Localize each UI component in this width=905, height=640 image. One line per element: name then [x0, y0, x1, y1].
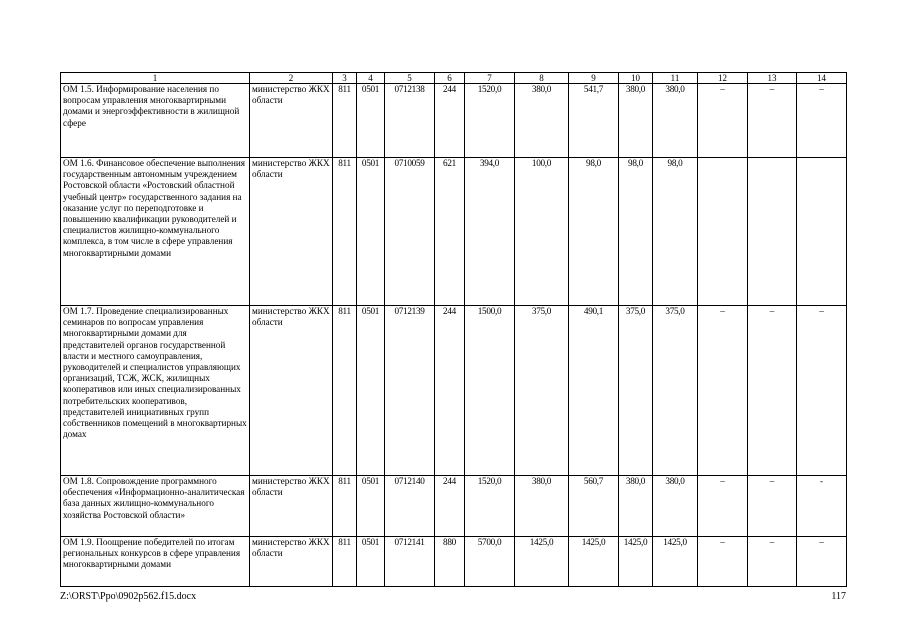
executor: министерство ЖКХ области — [250, 476, 333, 537]
table-row — [61, 537, 847, 587]
grbs-code: 811 — [333, 537, 357, 587]
rzpr-code: 0501 — [357, 84, 385, 158]
column-header: 7 — [465, 73, 515, 84]
year-value: – — [748, 84, 797, 158]
year-value: 100,0 — [515, 158, 569, 306]
year-value: – — [797, 537, 847, 587]
year-value: 98,0 — [619, 158, 653, 306]
executor: министерство ЖКХ области — [250, 306, 333, 476]
year-value: 1425,0 — [619, 537, 653, 587]
year-value: 560,7 — [569, 476, 619, 537]
table-row — [61, 158, 847, 306]
year-value: 541,7 — [569, 84, 619, 158]
total-value: 394,0 — [465, 158, 515, 306]
year-value: 490,1 — [569, 306, 619, 476]
year-value: 98,0 — [569, 158, 619, 306]
executor: министерство ЖКХ области — [250, 537, 333, 587]
measure-description: ОМ 1.5. Информирование населения по вопросам управления многоквартирными домами и энергоэффективности в жилищной сфере — [61, 84, 250, 158]
year-value — [797, 158, 847, 306]
rzpr-code: 0501 — [357, 158, 385, 306]
year-value: 380,0 — [619, 84, 653, 158]
column-header: 12 — [698, 73, 748, 84]
executor: министерство ЖКХ области — [250, 158, 333, 306]
grbs-code: 811 — [333, 476, 357, 537]
vr-code: 244 — [435, 476, 465, 537]
csr-code: 0710059 — [385, 158, 435, 306]
table-row — [61, 476, 847, 537]
year-value: – — [748, 476, 797, 537]
measure-description: ОМ 1.7. Проведение специализированных семинаров по вопросам управления многоквартирными домами для представителей органов государственной власти и местного самоуправления, руководителей и специалистов управляющих организаций, ТСЖ, ЖСК, жилищных кооперативов или иных специализированных потребительских кооперативов, представителей инициативных групп собственников помещений в многоквартирных домах — [61, 306, 250, 476]
year-value: 380,0 — [515, 476, 569, 537]
total-value: 1520,0 — [465, 84, 515, 158]
year-value: – — [698, 84, 748, 158]
year-value: 380,0 — [619, 476, 653, 537]
csr-code: 0712138 — [385, 84, 435, 158]
file-path: Z:\ORST\Ppo\0902p562.f15.docx — [60, 591, 197, 602]
column-header: 4 — [357, 73, 385, 84]
year-value — [698, 158, 748, 306]
column-header: 2 — [250, 73, 333, 84]
year-value: – — [748, 537, 797, 587]
csr-code: 0712141 — [385, 537, 435, 587]
measure-description: ОМ 1.9. Поощрение победителей по итогам региональных конкурсов в сфере управления многоквартирными домами — [61, 537, 250, 587]
grbs-code: 811 — [333, 84, 357, 158]
total-value: 1520,0 — [465, 476, 515, 537]
measure-description: ОМ 1.8. Сопровождение программного обеспечения «Информационно-аналитическая база данных жилищно-коммунального хозяйства Ростовской области» — [61, 476, 250, 537]
measure-description: ОМ 1.6. Финансовое обеспечение выполнения государственным автономным учреждением Ростовской области «Ростовский областной учебный центр» государственного задания на оказание услуг по переподготовке и повышению квалификации руководителей и специалистов жилищно-коммунального комплекса, в том числе в сфере управления многоквартирными домами — [61, 158, 250, 306]
column-header: 3 — [333, 73, 357, 84]
year-value — [748, 158, 797, 306]
year-value: – — [698, 476, 748, 537]
column-header: 1 — [61, 73, 250, 84]
vr-code: 621 — [435, 158, 465, 306]
year-value: 375,0 — [653, 306, 698, 476]
year-value: 1425,0 — [653, 537, 698, 587]
column-header: 13 — [748, 73, 797, 84]
grbs-code: 811 — [333, 158, 357, 306]
year-value: 1425,0 — [569, 537, 619, 587]
column-header: 14 — [797, 73, 847, 84]
table-row — [61, 306, 847, 476]
year-value: 380,0 — [653, 84, 698, 158]
vr-code: 244 — [435, 306, 465, 476]
column-header: 5 — [385, 73, 435, 84]
year-value: – — [748, 306, 797, 476]
vr-code: 244 — [435, 84, 465, 158]
rzpr-code: 0501 — [357, 476, 385, 537]
page-number: 117 — [831, 591, 846, 602]
column-header: 9 — [569, 73, 619, 84]
year-value: – — [797, 84, 847, 158]
csr-code: 0712139 — [385, 306, 435, 476]
total-value: 1500,0 — [465, 306, 515, 476]
column-header: 8 — [515, 73, 569, 84]
total-value: 5700,0 — [465, 537, 515, 587]
year-value: 375,0 — [515, 306, 569, 476]
year-value: 380,0 — [515, 84, 569, 158]
column-header: 11 — [653, 73, 698, 84]
year-value: – — [797, 306, 847, 476]
rzpr-code: 0501 — [357, 306, 385, 476]
year-value: 1425,0 — [515, 537, 569, 587]
column-header: 6 — [435, 73, 465, 84]
table-row — [61, 84, 847, 158]
grbs-code: 811 — [333, 306, 357, 476]
year-value: – — [698, 306, 748, 476]
budget-table — [60, 72, 847, 587]
vr-code: 880 — [435, 537, 465, 587]
table-header-row — [61, 73, 847, 84]
year-value: - — [797, 476, 847, 537]
column-header: 10 — [619, 73, 653, 84]
executor: министерство ЖКХ области — [250, 84, 333, 158]
year-value: 380,0 — [653, 476, 698, 537]
year-value: 375,0 — [619, 306, 653, 476]
year-value: – — [698, 537, 748, 587]
csr-code: 0712140 — [385, 476, 435, 537]
rzpr-code: 0501 — [357, 537, 385, 587]
year-value: 98,0 — [653, 158, 698, 306]
